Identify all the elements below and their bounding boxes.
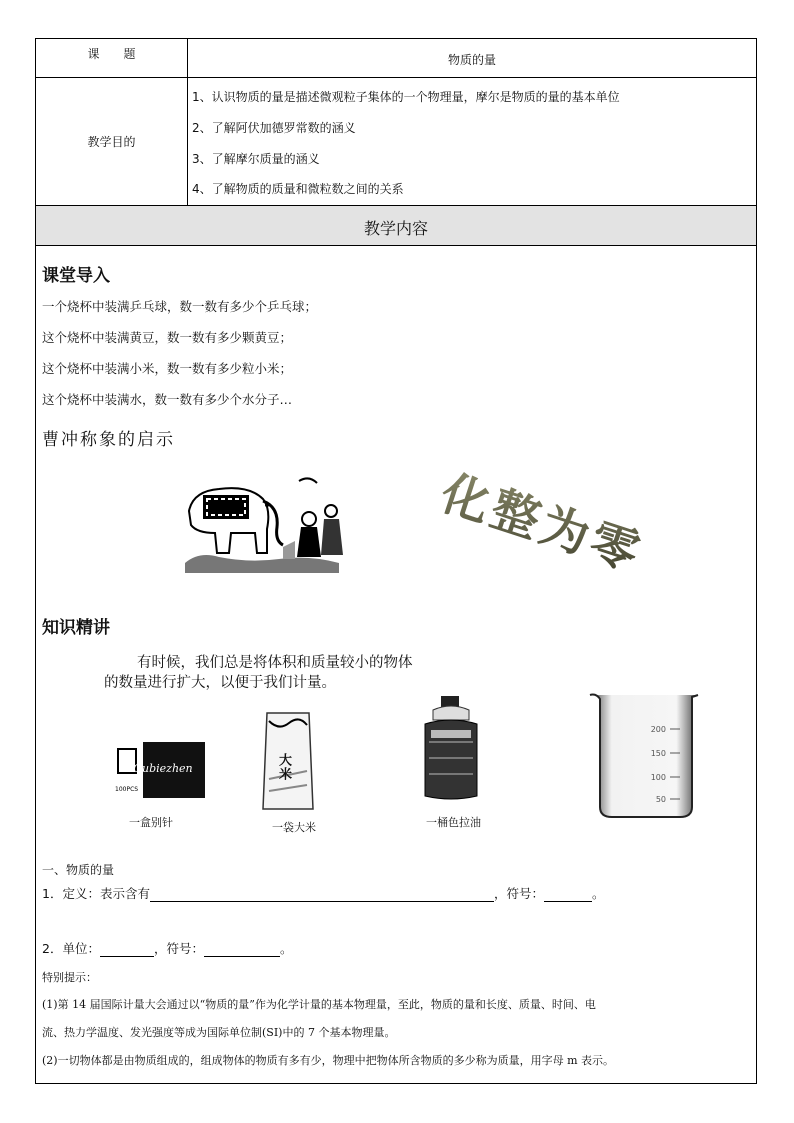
intro-line: 这个烧杯中装满小米，数一数有多少粒小米； (42, 361, 293, 376)
definition-symbol-label: ，符号： (493, 886, 544, 901)
table-row-divider (36, 77, 756, 78)
objective-item: 2、了解阿伏加德罗常数的涵义 (192, 121, 356, 135)
lesson-table (35, 38, 757, 1084)
unit-end: 。 (279, 941, 293, 956)
art-text: 化整为零 (434, 464, 650, 583)
topic-label: 课 题 (87, 47, 136, 61)
item-caption: 一袋大米 (272, 821, 316, 834)
rice-label: 大米 (276, 753, 291, 781)
definition-line (42, 884, 605, 902)
table-row-divider (36, 245, 756, 246)
tip-line: (2)一切物体都是由物质组成的，组成物体的物质有多有少，物理中把物体所含物质的多少称为质量，用字母 m 表示。 (42, 1054, 615, 1067)
pin-small-text: 100PCS (115, 786, 139, 793)
objective-item: 1、认识物质的量是描述微观粒子集体的一个物理量，摩尔是物质的量的基本单位 (192, 90, 620, 104)
definition-end: 。 (591, 886, 605, 901)
section-title: 一、物质的量 (42, 863, 115, 877)
tip-line: (1)第 14 届国际计量大会通过以“物质的量”作为化学计量的基本物理量，至此，物质的量和长度、质量、时间、电 (42, 998, 596, 1011)
beaker-mark: 50 (655, 795, 666, 804)
content-banner-title: 教学内容 (363, 219, 428, 238)
paperclip-box-image (113, 742, 205, 798)
elephant-weighing-illustration (179, 471, 351, 577)
content-banner (36, 206, 756, 245)
tip-line: 流、热力学温度、发光强度等成为国际单位制(SI)中的 7 个基本物理量。 (42, 1026, 396, 1039)
intro-line: 一个烧杯中装满乒乓球，数一数有多少个乒乓球； (42, 299, 318, 314)
beaker-mark: 100 (650, 773, 666, 782)
beaker-mark: 150 (650, 749, 666, 758)
tip-title: 特别提示： (42, 971, 97, 984)
unit-symbol-blank[interactable] (204, 943, 280, 957)
statement-line: 有时候，我们总是将体积和质量较小的物体 (137, 655, 413, 671)
pin-brand: Qubiezhen (133, 762, 193, 775)
unit-line (42, 939, 292, 957)
oil-bottle-image (419, 694, 483, 804)
intro-line: 这个烧杯中装满水，数一数有多少个水分子… (42, 392, 293, 407)
beaker-image (584, 689, 702, 823)
statement-line: 的数量进行扩大，以便于我们计量。 (104, 675, 336, 691)
definition-prefix: 1．定义：表示含有 (42, 886, 150, 901)
objectives-label: 教学目的 (87, 135, 136, 149)
definition-symbol-blank[interactable] (544, 888, 592, 902)
whole-to-parts-art (411, 464, 650, 611)
item-caption: 一桶色拉油 (426, 816, 481, 829)
intro-line: 这个烧杯中装满黄豆，数一数有多少颗黄豆； (42, 330, 293, 345)
story-title: 曹冲称象的启示 (42, 430, 175, 450)
definition-blank[interactable] (150, 888, 494, 902)
unit-blank[interactable] (100, 943, 154, 957)
item-caption: 一盒别针 (129, 816, 173, 829)
objective-item: 4、了解物质的质量和微粒数之间的关系 (192, 182, 404, 196)
unit-symbol-label: ，符号： (153, 941, 204, 956)
beaker-mark: 200 (650, 725, 666, 734)
topic-value: 物质的量 (447, 53, 496, 67)
knowledge-heading: 知识精讲 (42, 618, 110, 638)
objective-item: 3、了解摩尔质量的涵义 (192, 152, 320, 166)
unit-prefix: 2．单位： (42, 941, 100, 956)
intro-heading: 课堂导入 (42, 266, 110, 286)
